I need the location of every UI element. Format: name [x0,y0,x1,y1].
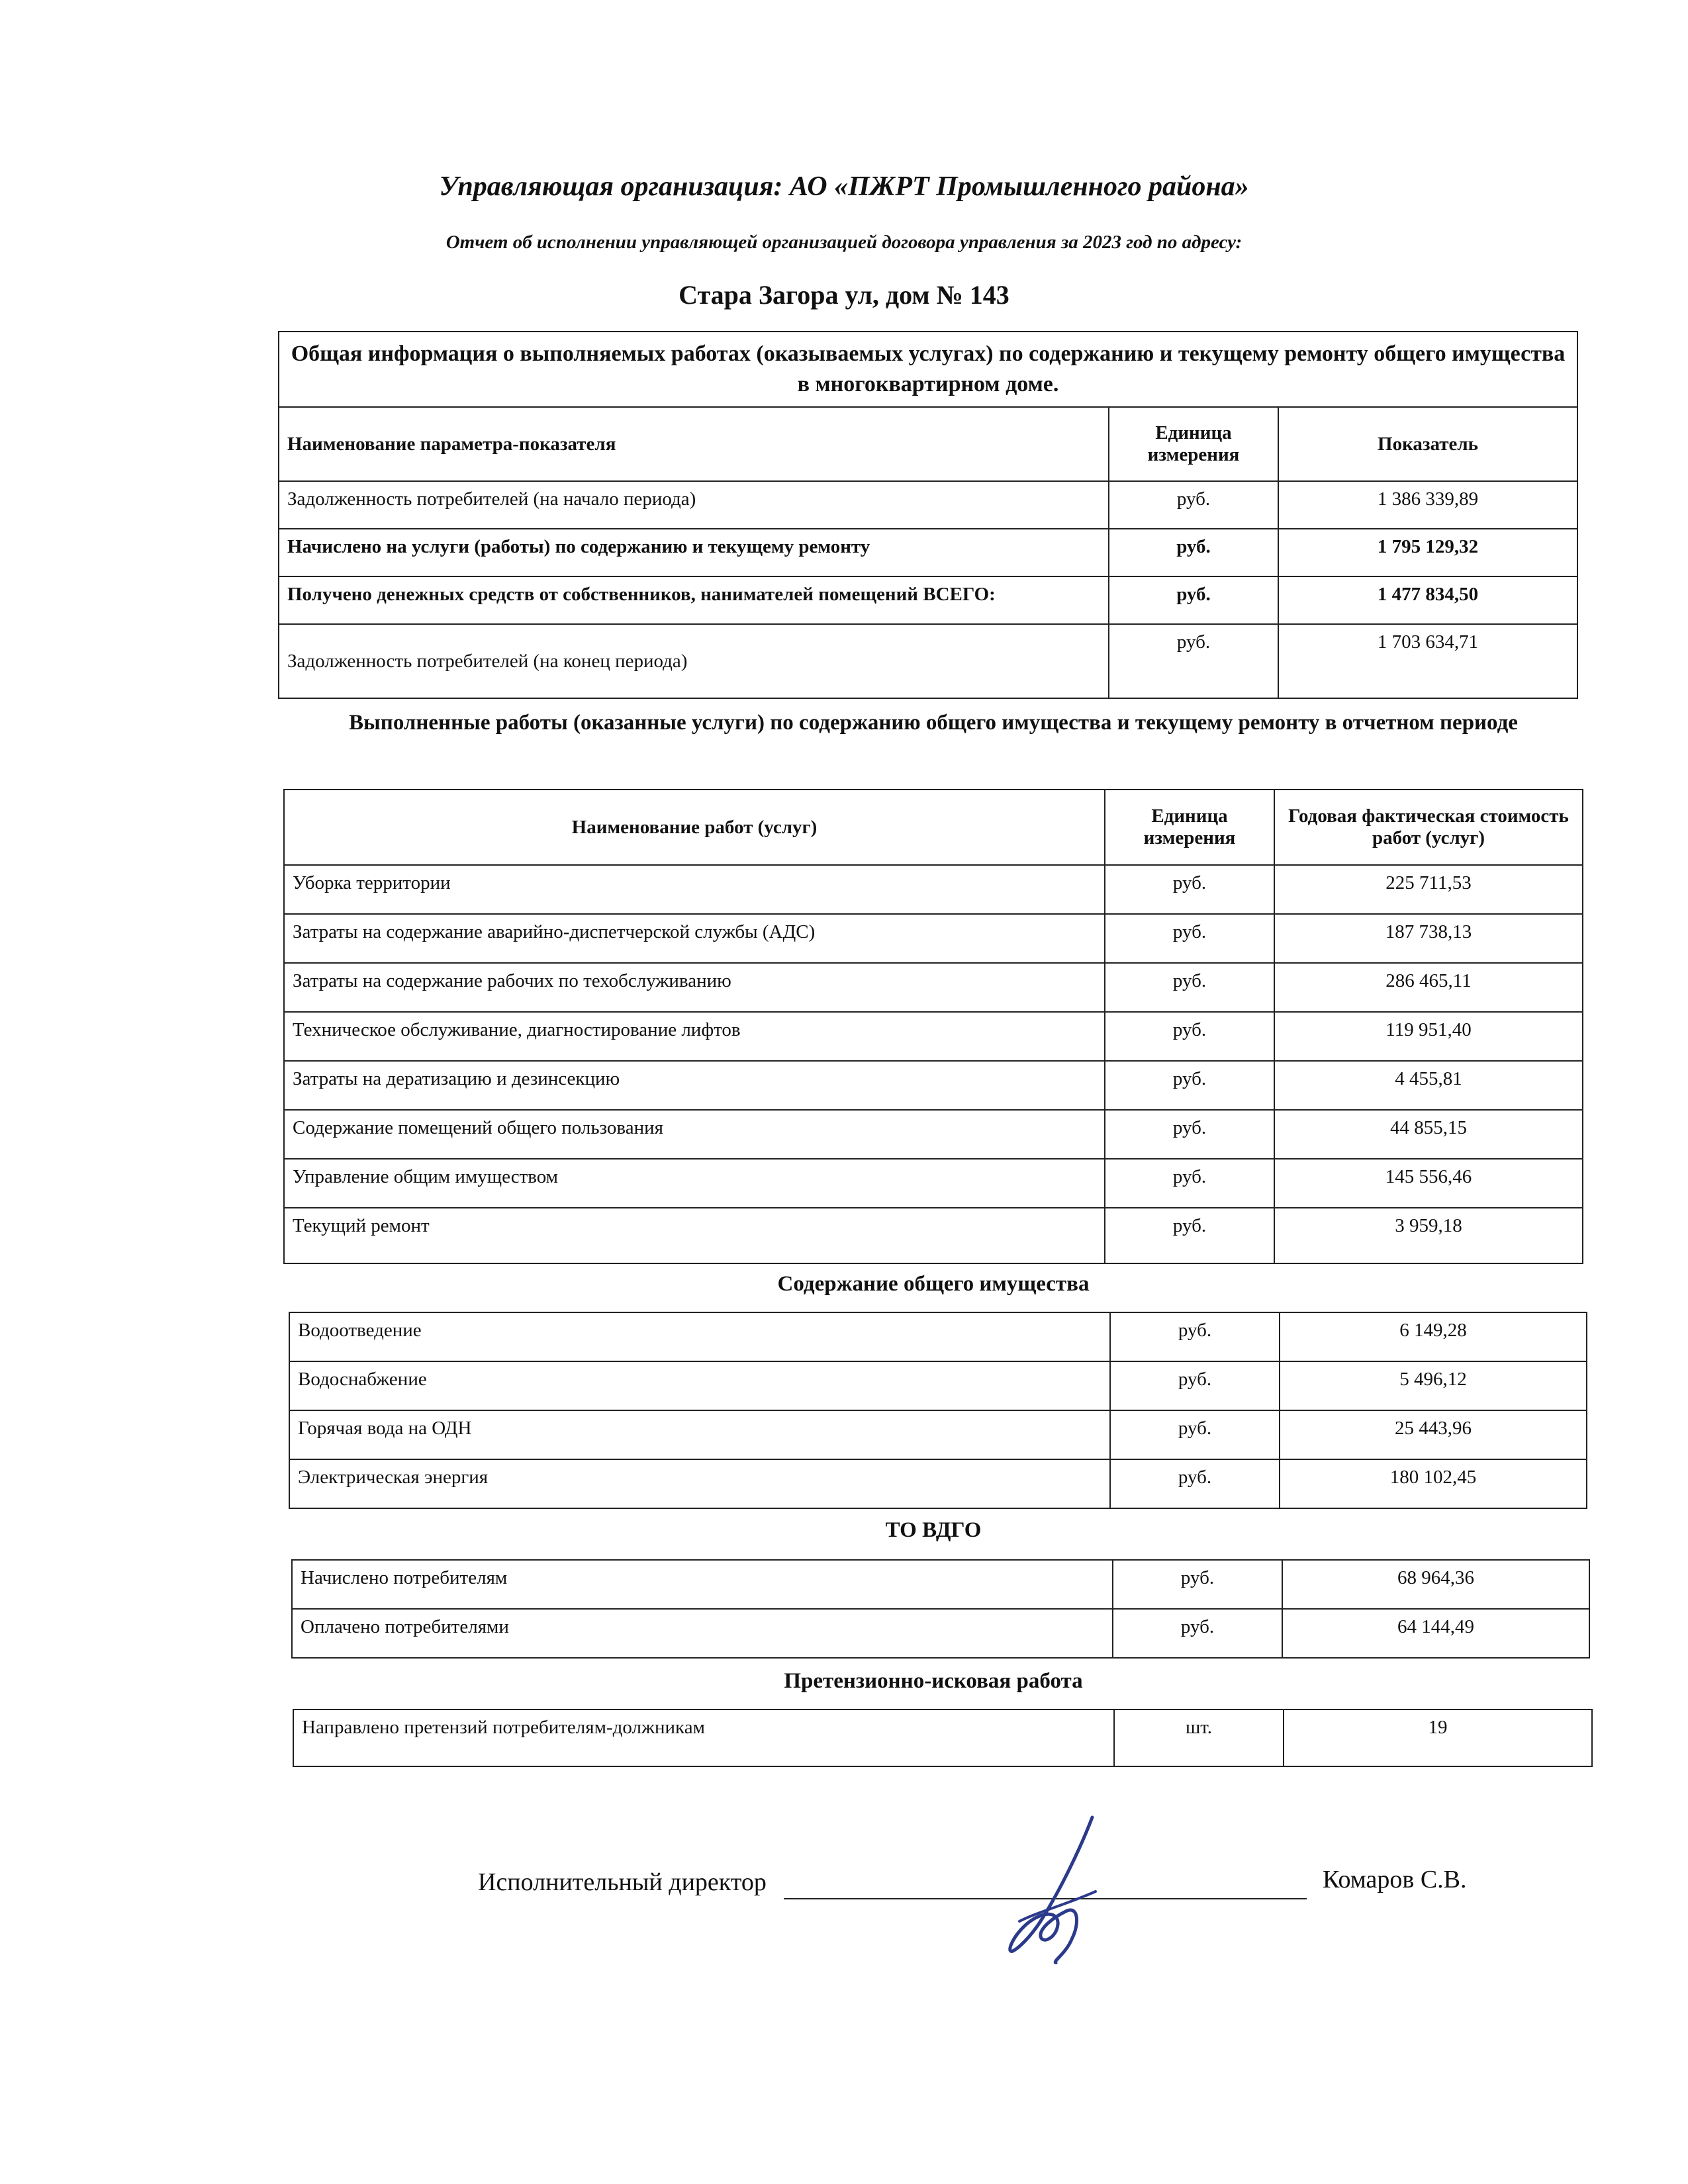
signatory-name: Комаров С.В. [1323,1866,1467,1893]
row-unit: руб. [1105,1159,1274,1208]
row-value: 286 465,11 [1274,963,1583,1012]
row-unit: руб. [1105,963,1274,1012]
row-unit: руб. [1105,865,1274,914]
row-value: 3 959,18 [1274,1208,1583,1263]
row-name: Водоотведение [289,1312,1110,1361]
table-row [284,1159,1583,1208]
row-name: Оплачено потребителями [292,1609,1113,1658]
signatory-position: Исполнительный директор [478,1868,767,1896]
row-name: Получено денежных средств от собственников, нанимателей помещений ВСЕГО: [279,576,1109,624]
vdgo-table [291,1559,1590,1659]
row-value: 180 102,45 [1280,1459,1587,1508]
row-value: 187 738,13 [1274,914,1583,963]
row-unit: руб. [1109,576,1278,624]
row-name: Управление общим имуществом [284,1159,1105,1208]
row-unit: руб. [1113,1560,1282,1609]
row-value: 119 951,40 [1274,1012,1583,1061]
works-header-row [284,790,1583,865]
row-value: 6 149,28 [1280,1312,1587,1361]
claims-table [293,1709,1593,1767]
row-value: 1 703 634,71 [1278,624,1577,698]
row-name: Затраты на содержание аварийно-диспетчерской службы (АДС) [284,914,1105,963]
row-unit: руб. [1110,1459,1280,1508]
row-name: Задолженность потребителей (на начало периода) [279,481,1109,529]
table-row [292,1560,1589,1609]
row-unit: руб. [1113,1609,1282,1658]
row-value: 1 477 834,50 [1278,576,1577,624]
table-row [284,1061,1583,1110]
row-unit: руб. [1105,914,1274,963]
general-caption: Общая информация о выполняемых работах (оказываемых услугах) по содержанию и текущему ремонту общего имущества в многоквартирном доме. [279,332,1577,407]
row-unit: руб. [1105,1110,1274,1159]
row-name: Текущий ремонт [284,1208,1105,1263]
row-unit: руб. [1105,1061,1274,1110]
row-value: 5 496,12 [1280,1361,1587,1410]
report-subtitle: Отчет об исполнении управляющей организацией договора управления за 2023 год по адресу: [445,232,1243,253]
table-row [289,1361,1587,1410]
table-row [289,1459,1587,1508]
header-work-name: Наименование работ (услуг) [284,790,1105,865]
row-unit: шт. [1114,1709,1284,1766]
row-name: Затраты на содержание рабочих по техобслуживанию [284,963,1105,1012]
claims-heading: Претензионно-исковая работа [784,1669,1083,1693]
table-row [284,865,1583,914]
row-name: Уборка территории [284,865,1105,914]
row-unit: руб. [1105,1012,1274,1061]
row-name: Начислено потребителям [292,1560,1113,1609]
row-name: Затраты на дератизацию и дезинсекцию [284,1061,1105,1110]
row-value: 64 144,49 [1282,1609,1589,1658]
row-unit: руб. [1110,1361,1280,1410]
row-name: Электрическая энергия [289,1459,1110,1508]
row-name: Горячая вода на ОДН [289,1410,1110,1459]
row-unit: руб. [1110,1410,1280,1459]
row-unit: руб. [1110,1312,1280,1361]
table-row [284,1012,1583,1061]
row-name: Начислено на услуги (работы) по содержанию и текущему ремонту [279,529,1109,576]
table-row [279,481,1577,529]
row-value: 1 386 339,89 [1278,481,1577,529]
works-table [283,789,1583,1264]
table-row [279,529,1577,576]
header-value: Показатель [1278,407,1577,481]
row-value: 225 711,53 [1274,865,1583,914]
header-unit: Единица измерения [1109,407,1278,481]
row-name: Водоснабжение [289,1361,1110,1410]
general-header-row [279,407,1577,481]
header-unit: Единица измерения [1105,790,1274,865]
table-row [289,1410,1587,1459]
row-name: Задолженность потребителей (на конец периода) [279,624,1109,698]
row-value: 44 855,15 [1274,1110,1583,1159]
handwritten-signature [980,1812,1139,1964]
vdgo-heading: ТО ВДГО [885,1518,982,1542]
row-value: 1 795 129,32 [1278,529,1577,576]
row-name: Техническое обслуживание, диагностирование лифтов [284,1012,1105,1061]
table-row [284,914,1583,963]
row-value: 19 [1284,1709,1592,1766]
table-row [279,576,1577,624]
row-value: 25 443,96 [1280,1410,1587,1459]
row-unit: руб. [1105,1208,1274,1263]
table-row [292,1609,1589,1658]
common-property-heading: Содержание общего имущества [777,1272,1090,1296]
row-name: Содержание помещений общего пользования [284,1110,1105,1159]
header-annual-cost: Годовая фактическая стоимость работ (услуг) [1274,790,1583,865]
table-row [293,1709,1592,1766]
common-property-table [289,1312,1587,1509]
table-row [279,624,1577,698]
row-unit: руб. [1109,624,1278,698]
row-unit: руб. [1109,481,1278,529]
row-unit: руб. [1109,529,1278,576]
table-row [284,1208,1583,1263]
row-value: 68 964,36 [1282,1560,1589,1609]
row-value: 145 556,46 [1274,1159,1583,1208]
row-value: 4 455,81 [1274,1061,1583,1110]
table-row [284,1110,1583,1159]
table-row [289,1312,1587,1361]
general-caption-row [279,332,1577,407]
address-title: Стара Загора ул, дом № 143 [679,280,1009,310]
header-parameter: Наименование параметра-показателя [279,407,1109,481]
works-heading: Выполненные работы (оказанные услуги) по содержанию общего имущества и текущему ремонту в отчетном периоде [349,711,1518,735]
row-name: Направлено претензий потребителям-должникам [293,1709,1114,1766]
table-row [284,963,1583,1012]
organization-title: Управляющая организация: АО «ПЖРТ Промышленного района» [439,171,1249,202]
general-info-table [278,331,1578,699]
